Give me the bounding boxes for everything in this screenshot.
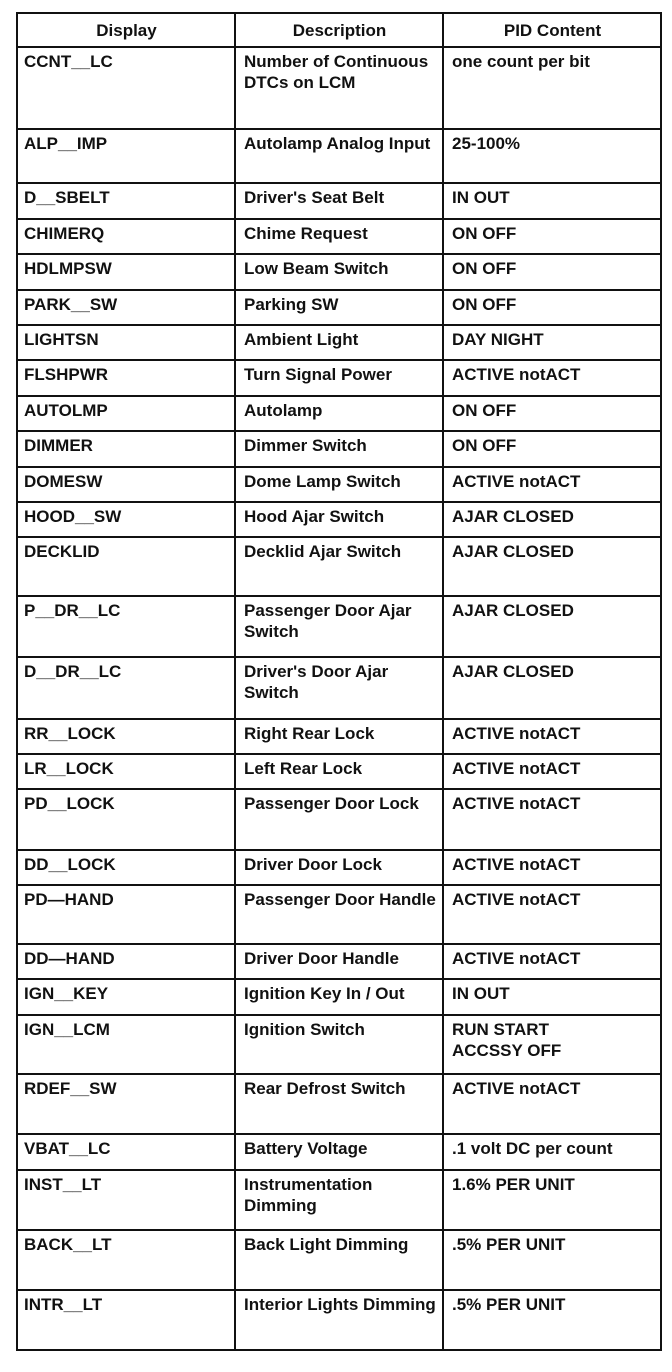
table-row	[17, 47, 661, 129]
cell-display: PD—HAND	[17, 885, 235, 944]
table-body	[17, 47, 661, 1350]
cell-description: Left Rear Lock	[235, 754, 443, 789]
cell-pid-content: DAY NIGHT	[443, 325, 661, 360]
table-row	[17, 290, 661, 325]
table-row	[17, 431, 661, 467]
cell-description: Instrumentation Dimming	[235, 1170, 443, 1230]
cell-description: Hood Ajar Switch	[235, 502, 443, 537]
cell-description: Driver Door Handle	[235, 944, 443, 979]
cell-description: Low Beam Switch	[235, 254, 443, 290]
cell-description: Ignition Switch	[235, 1015, 443, 1074]
cell-pid-content: ACTIVE notACT	[443, 944, 661, 979]
cell-display: PARK__SW	[17, 290, 235, 325]
table-row	[17, 944, 661, 979]
cell-display: INST__LT	[17, 1170, 235, 1230]
cell-pid-content: AJAR CLOSED	[443, 657, 661, 719]
cell-pid-content: 25-100%	[443, 129, 661, 183]
cell-description: Dimmer Switch	[235, 431, 443, 467]
header-description: Description	[235, 13, 443, 47]
table-row	[17, 979, 661, 1015]
table-row	[17, 537, 661, 596]
cell-pid-content: ACTIVE notACT	[443, 885, 661, 944]
cell-pid-content: 1.6% PER UNIT	[443, 1170, 661, 1230]
cell-display: LIGHTSN	[17, 325, 235, 360]
table-row	[17, 360, 661, 396]
cell-display: CCNT__LC	[17, 47, 235, 129]
cell-display: IGN__KEY	[17, 979, 235, 1015]
cell-description: Passenger Door Handle	[235, 885, 443, 944]
cell-description: Chime Request	[235, 219, 443, 254]
table-row	[17, 502, 661, 537]
table-row	[17, 325, 661, 360]
cell-pid-content: AJAR CLOSED	[443, 537, 661, 596]
cell-description: Dome Lamp Switch	[235, 467, 443, 502]
cell-description: Right Rear Lock	[235, 719, 443, 754]
cell-pid-content: AJAR CLOSED	[443, 502, 661, 537]
cell-pid-content: IN OUT	[443, 979, 661, 1015]
cell-pid-content: ON OFF	[443, 219, 661, 254]
cell-description: Battery Voltage	[235, 1134, 443, 1170]
cell-pid-content: one count per bit	[443, 47, 661, 129]
table-row	[17, 754, 661, 789]
cell-pid-content: .5% PER UNIT	[443, 1230, 661, 1290]
table-row	[17, 1290, 661, 1350]
cell-display: DD__LOCK	[17, 850, 235, 885]
cell-pid-content: ACTIVE notACT	[443, 467, 661, 502]
cell-pid-content: ON OFF	[443, 290, 661, 325]
cell-pid-content: ACTIVE notACT	[443, 360, 661, 396]
cell-display: DOMESW	[17, 467, 235, 502]
cell-display: D__SBELT	[17, 183, 235, 219]
cell-pid-content: ACTIVE notACT	[443, 754, 661, 789]
table-row	[17, 129, 661, 183]
cell-display: RDEF__SW	[17, 1074, 235, 1134]
cell-display: BACK__LT	[17, 1230, 235, 1290]
cell-display: ALP__IMP	[17, 129, 235, 183]
table-row	[17, 396, 661, 431]
cell-description: Driver's Door Ajar Switch	[235, 657, 443, 719]
cell-display: HDLMPSW	[17, 254, 235, 290]
cell-display: PD__LOCK	[17, 789, 235, 850]
cell-pid-content: ACTIVE notACT	[443, 1074, 661, 1134]
cell-display: RR__LOCK	[17, 719, 235, 754]
header-display: Display	[17, 13, 235, 47]
cell-display: VBAT__LC	[17, 1134, 235, 1170]
cell-description: Driver Door Lock	[235, 850, 443, 885]
table-row	[17, 1074, 661, 1134]
cell-pid-content: ON OFF	[443, 254, 661, 290]
cell-pid-content: .1 volt DC per count	[443, 1134, 661, 1170]
cell-pid-content: IN OUT	[443, 183, 661, 219]
cell-display: INTR__LT	[17, 1290, 235, 1350]
table-row	[17, 596, 661, 657]
cell-display: DD—HAND	[17, 944, 235, 979]
cell-pid-content: .5% PER UNIT	[443, 1290, 661, 1350]
table-row	[17, 885, 661, 944]
table-row	[17, 219, 661, 254]
cell-pid-content: ACTIVE notACT	[443, 850, 661, 885]
pid-table	[16, 12, 662, 1351]
cell-display: DIMMER	[17, 431, 235, 467]
cell-pid-content: AJAR CLOSED	[443, 596, 661, 657]
cell-description: Passenger Door Ajar Switch	[235, 596, 443, 657]
cell-description: Ignition Key In / Out	[235, 979, 443, 1015]
header-row	[17, 13, 661, 47]
table-row	[17, 1015, 661, 1074]
table-row	[17, 467, 661, 502]
table-row	[17, 789, 661, 850]
table-row	[17, 254, 661, 290]
cell-display: DECKLID	[17, 537, 235, 596]
cell-display: P__DR__LC	[17, 596, 235, 657]
cell-display: CHIMERQ	[17, 219, 235, 254]
table-row	[17, 1170, 661, 1230]
cell-pid-content: ACTIVE notACT	[443, 719, 661, 754]
cell-description: Parking SW	[235, 290, 443, 325]
cell-display: D__DR__LC	[17, 657, 235, 719]
cell-description: Turn Signal Power	[235, 360, 443, 396]
cell-description: Autolamp	[235, 396, 443, 431]
cell-display: AUTOLMP	[17, 396, 235, 431]
cell-pid-content: ON OFF	[443, 396, 661, 431]
table-row	[17, 183, 661, 219]
table-row	[17, 719, 661, 754]
table-row	[17, 850, 661, 885]
table-row	[17, 1230, 661, 1290]
cell-pid-content: ON OFF	[443, 431, 661, 467]
header-pid-content: PID Content	[443, 13, 661, 47]
table-row	[17, 1134, 661, 1170]
cell-description: Autolamp Analog Input	[235, 129, 443, 183]
cell-description: Interior Lights Dimming	[235, 1290, 443, 1350]
cell-display: FLSHPWR	[17, 360, 235, 396]
table-row	[17, 657, 661, 719]
cell-description: Ambient Light	[235, 325, 443, 360]
cell-display: IGN__LCM	[17, 1015, 235, 1074]
cell-description: Driver's Seat Belt	[235, 183, 443, 219]
cell-description: Passenger Door Lock	[235, 789, 443, 850]
cell-description: Number of Continuous DTCs on LCM	[235, 47, 443, 129]
cell-display: HOOD__SW	[17, 502, 235, 537]
cell-description: Rear Defrost Switch	[235, 1074, 443, 1134]
cell-description: Back Light Dimming	[235, 1230, 443, 1290]
cell-display: LR__LOCK	[17, 754, 235, 789]
cell-pid-content: ACTIVE notACT	[443, 789, 661, 850]
cell-description: Decklid Ajar Switch	[235, 537, 443, 596]
cell-pid-content: RUN START ACCSSY OFF	[443, 1015, 661, 1074]
